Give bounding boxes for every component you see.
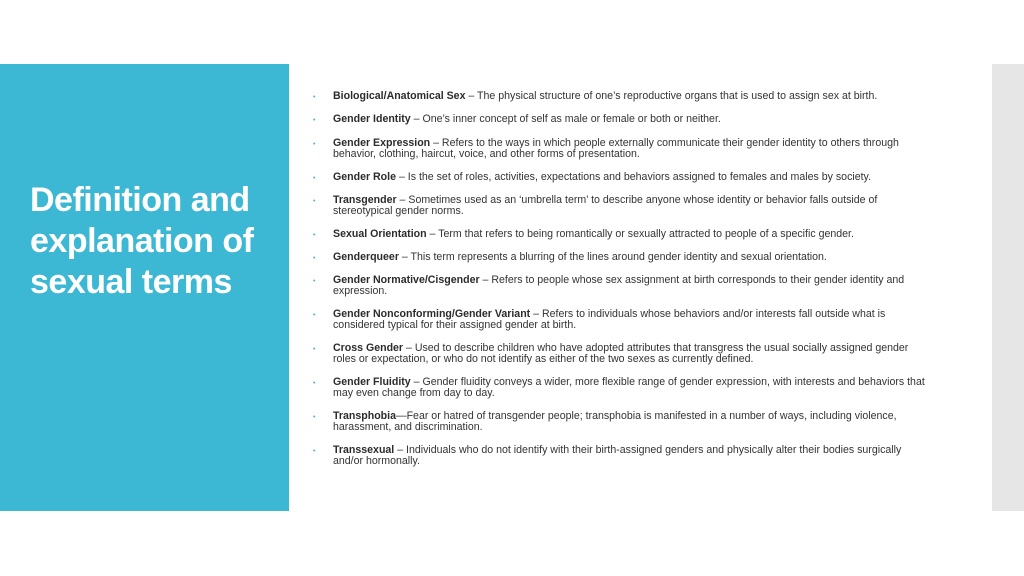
list-item: • Biological/Anatomical Sex – The physical structure of one’s reproductive organs that is used to assign sex at birth. [313,90,878,102]
bullet-icon: • [313,175,316,182]
list-item: • Gender Identity – One’s inner concept of self as male or female or both or neither. [313,113,721,125]
bullet-icon: • [313,380,316,387]
terms-list [313,88,925,467]
list-item: • Transgender – Sometimes used as an ‘umbrella term’ to describe anyone whose identity or behavior falls outside of stereotypical gender norms. [313,194,878,217]
bullet-icon: • [313,278,316,285]
bullet-icon: • [313,448,316,455]
list-item: • Transsexual – Individuals who do not identify with their birth-assigned genders and physically alter their bodies surgically and/or hormonally. [313,444,902,467]
list-item: • Gender Fluidity – Gender fluidity conveys a wider, more flexible range of gender expression, with interests and behaviors that may even change from day to day. [313,376,925,399]
bullet-icon: • [313,141,316,148]
title-line-3: sexual terms [30,263,232,301]
list-item: • Gender Normative/Cisgender – Refers to people whose sex assignment at birth corresponds to their gender identity and expression. [313,274,905,297]
bullet-icon: • [313,198,316,205]
list-item: • Cross Gender – Used to describe children who have adopted attributes that transgress the usual socially assigned gender roles or expectation, or who do not identify as either of the two sexes as currently defined. [313,342,909,365]
list-item: • Gender Expression – Refers to the ways in which people externally communicate their gender identity to others through behavior, clothing, haircut, voice, and other forms of presentation. [313,137,899,160]
right-decorative-bar [992,64,1024,511]
bullet-icon: • [313,312,316,319]
bullet-icon: • [313,414,316,421]
bullet-icon: • [313,94,316,101]
bullet-icon: • [313,117,316,124]
slide-title [30,180,280,303]
bullet-icon: • [313,346,316,353]
list-item: • Gender Role – Is the set of roles, activities, expectations and behaviors assigned to females and males by society. [313,171,872,183]
list-item: • Sexual Orientation – Term that refers to being romantically or sexually attracted to people of a specific gender. [313,228,854,240]
list-item: • Genderqueer – This term represents a blurring of the lines around gender identity and sexual orientation. [313,251,827,263]
bullet-icon: • [313,255,316,262]
title-line-1: Definition and [30,181,250,219]
list-item: • Transphobia—Fear or hatred of transgender people; transphobia is manifested in a number of ways, including violence, harassment, and discrimination. [313,410,897,433]
bullet-icon: • [313,232,316,239]
title-line-2: explanation of [30,222,254,260]
list-item: • Gender Nonconforming/Gender Variant – Refers to individuals whose behaviors and/or interests fall outside what is considered typical for their assigned gender at birth. [313,308,886,331]
